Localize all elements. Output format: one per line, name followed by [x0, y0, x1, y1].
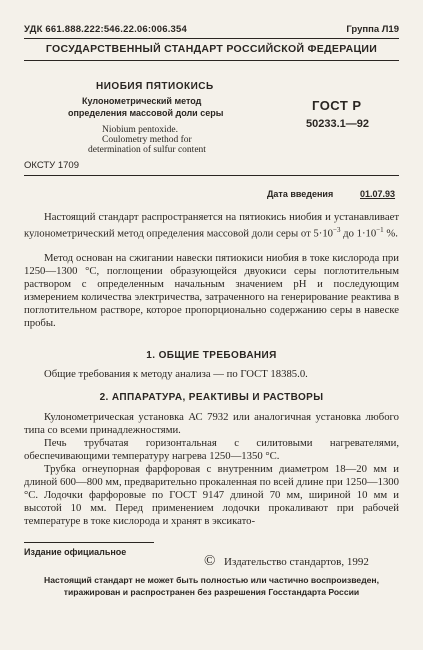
footer-divider [24, 542, 154, 543]
reproduction-notice-line1: Настоящий стандарт не может быть полностью или частично воспроизведен, [43, 575, 380, 585]
apparatus-paragraph-1: Кулонометрическая установка АС 7932 или аналогичная установка любого типа со всеми принадлежностями. [24, 411, 399, 436]
english-title-line3: determination of sulfur content [88, 145, 206, 155]
scope-exponent-1: −3 [333, 226, 341, 234]
scope-exponent-2: −1 [376, 226, 384, 234]
copyright-text: Издательство стандартов, 1992 [224, 556, 369, 568]
reproduction-notice-line2: тиражирован и распространен без разрешения Госстандарта России [63, 587, 360, 597]
document-title: НИОБИЯ ПЯТИОКИСЬ [96, 81, 214, 92]
okstu-code: ОКСТУ 1709 [24, 160, 79, 171]
header-divider [24, 60, 399, 61]
edition-label: Издание официальное [24, 547, 127, 557]
general-requirements-paragraph: Общие требования к методу анализа — по ГОСТ 18385.0. [44, 368, 308, 380]
top-divider [24, 38, 399, 39]
scope-paragraph [24, 211, 399, 241]
document-subtitle-line1: Кулонометрический метод [82, 96, 202, 106]
state-standard-heading: ГОСУДАРСТВЕННЫЙ СТАНДАРТ РОССИЙСКОЙ ФЕДЕРАЦИИ [45, 43, 378, 55]
english-title-line2: Coulometry method for [102, 135, 192, 145]
scope-text-a: Настоящий стандарт распространяется на пятиокись ниобия и устанавливает кулонометрический метод определения массовой доли серы от 5·10 [24, 211, 399, 240]
apparatus-paragraph-3: Трубка огнеупорная фарфоровая с внутренним диаметром 18—20 мм и длиной 600—800 мм, предварительно прокаленная по всей длине при 1250—1300 °С. [24, 463, 399, 501]
introduction-date: 01.07.93 [360, 189, 396, 199]
introduction-date-label: Дата введения [267, 189, 334, 199]
gost-number: 50233.1—92 [306, 118, 369, 130]
section-heading-apparatus: 2. АППАРАТУРА, РЕАКТИВЫ И РАСТВОРЫ [99, 392, 324, 403]
udc-code: УДК 661.888.222:546.22.06:006.354 [24, 24, 187, 35]
gost-label: ГОСТ Р [312, 98, 362, 113]
document-subtitle-line2: определения массовой доли серы [68, 108, 224, 118]
scope-text-b: до 1·10 [340, 227, 377, 240]
title-block-divider [24, 175, 399, 176]
section-heading-general: 1. ОБЩИЕ ТРЕБОВАНИЯ [146, 350, 277, 361]
copyright-icon: © [204, 553, 216, 569]
apparatus-paragraph-2: Печь трубчатая горизонтальная с силитовыми нагревателями, обеспечивающими температуру нагрева 1250—1350 °С. [24, 437, 399, 462]
scope-text-c: %. [383, 227, 398, 240]
apparatus-paragraph-4: Лодочки фарфоровые по ГОСТ 9147 длиной 70 мм, шириной 10 мм и высотой 10 мм. Перед применением лодочки прокаливают при рабочей температуре в токе кислорода и хранят в эксикато- [24, 489, 399, 527]
group-code: Группа Л19 [346, 24, 399, 35]
english-title-line1: Niobium pentoxide. [102, 125, 178, 135]
method-paragraph: Метод основан на сжигании навески пятиокиси ниобия в токе кислорода при 1250—1300 °С, поглощении образующейся двуокиси серы поглотительным раствором с определенным начальным значением pH и последующим измерением количества электричества, затраченного на генерирование реактива в поглотительном растворе, которое пропорционально содержанию серы в навеске пробы. [24, 252, 399, 329]
